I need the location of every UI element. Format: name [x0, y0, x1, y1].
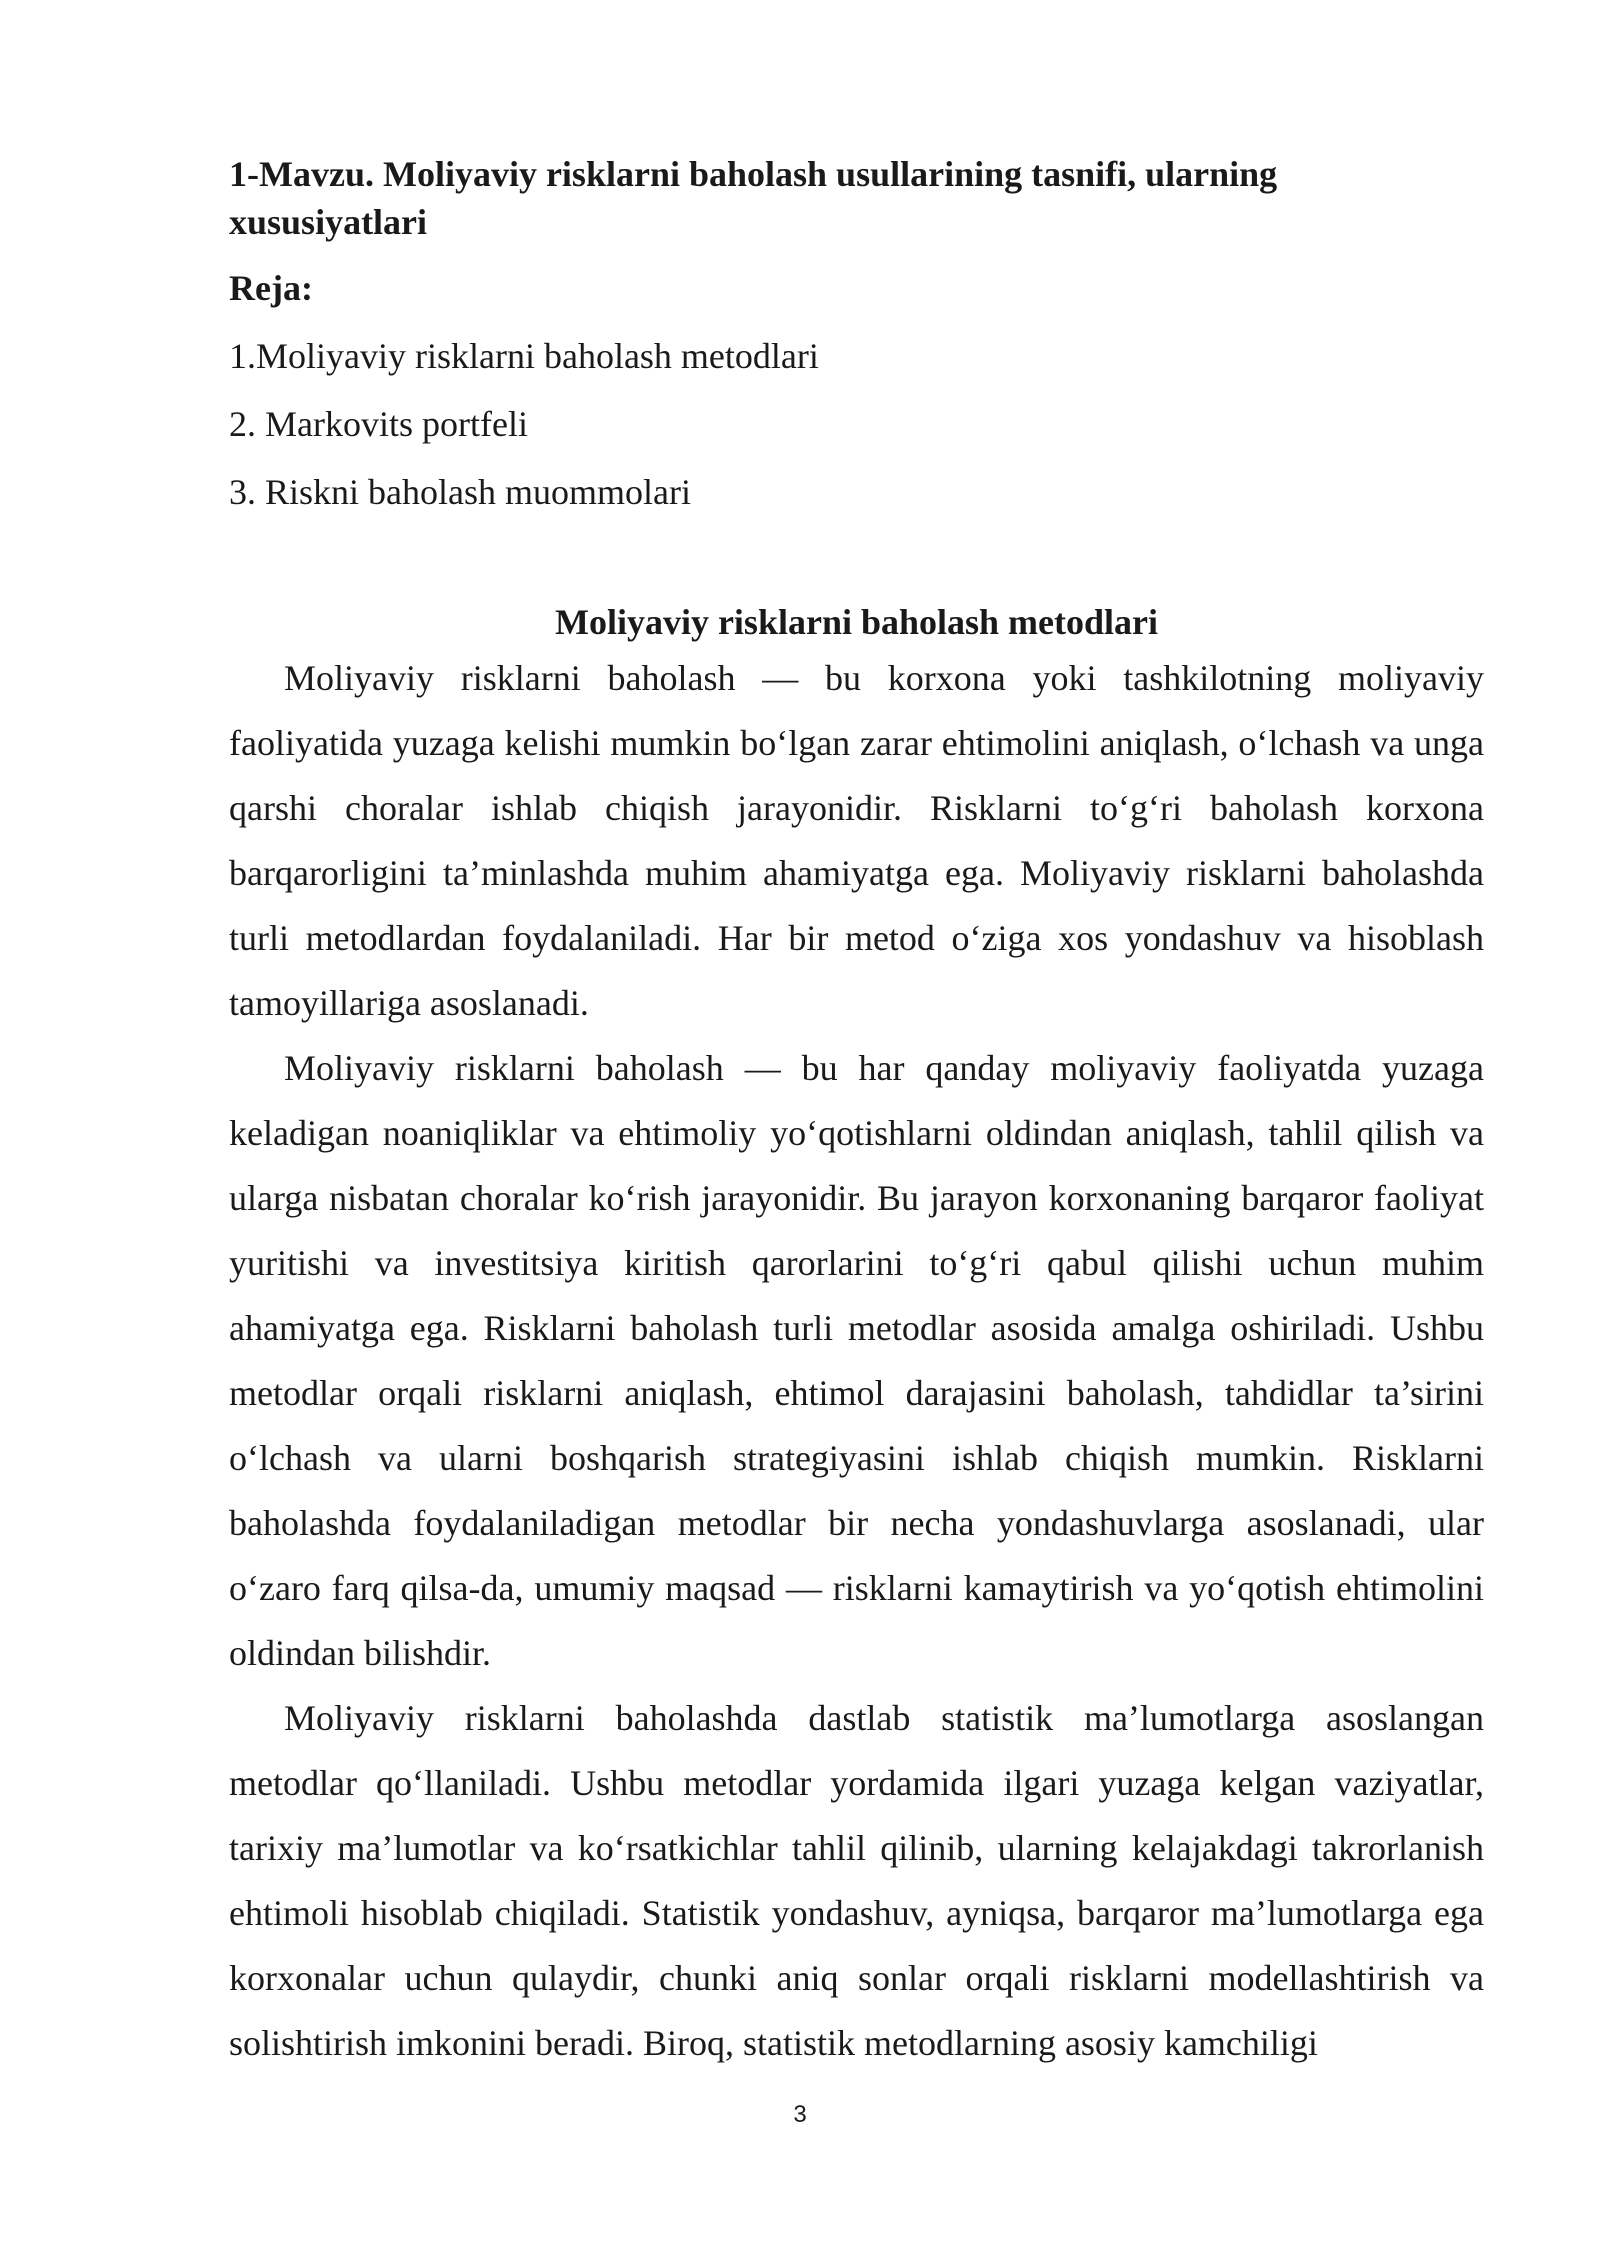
section-heading: Moliyaviy risklarni baholash metodlari	[554, 602, 1159, 642]
paragraph-2: Moliyaviy risklarni baholash — bu har qanday moliyaviy faoliyatda yuzaga keladigan noaniqliklar va ehtimoliy yo‘qotishlarni oldindan aniqlash, tahlil qilish va ularga nisbatan choralar ko‘rish jarayonidir. Bu jarayon korxonaning barqaror faoliyat yuritishi va investitsiya kiritish qarorlarini to‘g‘ri qabul qilishi uchun muhim ahamiyatga ega. Risklarni baholash turli metodlar asosida amalga oshiriladi. Ushbu metodlar orqali risklarni aniqlash, ehtimol darajasini baholash, tahdidlar ta’sirini o‘lchash va ularni boshqarish strategiyasini ishlab chiqish mumkin. Risklarni baholashda foydalaniladigan metodlar bir necha yondashuvlarga asoslanadi, ular o‘zaro farq qilsa-da, umumiy maqsad — risklarni kamaytirish va yo‘qotish ehtimolini oldindan bilishdir.	[229, 1048, 1484, 1673]
document-page	[229, 150, 1484, 2076]
paragraph-3: Moliyaviy risklarni baholashda dastlab statistik ma’lumotlarga asoslangan metodlar qo‘llaniladi. Ushbu metodlar yordamida ilgari yuzaga kelgan vaziyatlar, tarixiy ma’lumotlar va ko‘rsatkichlar tahlil qilinib, ularning kelajakdagi takrorlanish ehtimoli hisoblab chiqiladi. Statistik yondashuv, ayniqsa, barqaror ma’lumotlarga ega korxonalar uchun qulaydir, chunki aniq sonlar orqali risklarni modellashtirish va solishtirish imkonini beradi. Biroq, statistik metodlarning asosiy kamchiligi	[229, 1698, 1484, 2063]
document-title: 1-Mavzu. Moliyaviy risklarni baholash usullarining tasnifi, ularning xususiyatlari	[229, 154, 1278, 242]
plan-item-2: 2. Markovits portfeli	[229, 404, 528, 444]
plan-item-3: 3. Riskni baholash muommolari	[229, 472, 691, 512]
plan-item-1: 1.Moliyaviy risklarni baholash metodlari	[229, 336, 819, 376]
page-number: 3	[793, 2101, 807, 2128]
plan-list	[229, 332, 1484, 516]
paragraph-1: Moliyaviy risklarni baholash — bu korxona yoki tashkilotning moliyaviy faoliyatida yuzaga kelishi mumkin bo‘lgan zarar ehtimolini aniqlash, o‘lchash va unga qarshi choralar ishlab chiqish jarayonidir. Risklarni to‘g‘ri baholash korxona barqarorligini ta’minlashda muhim ahamiyatga ega. Moliyaviy risklarni baholashda turli metodlardan foydalaniladi. Har bir metod o‘ziga xos yondashuv va hisoblash tamoyillariga asoslanadi.	[229, 658, 1484, 1023]
plan-heading: Reja:	[229, 268, 313, 308]
